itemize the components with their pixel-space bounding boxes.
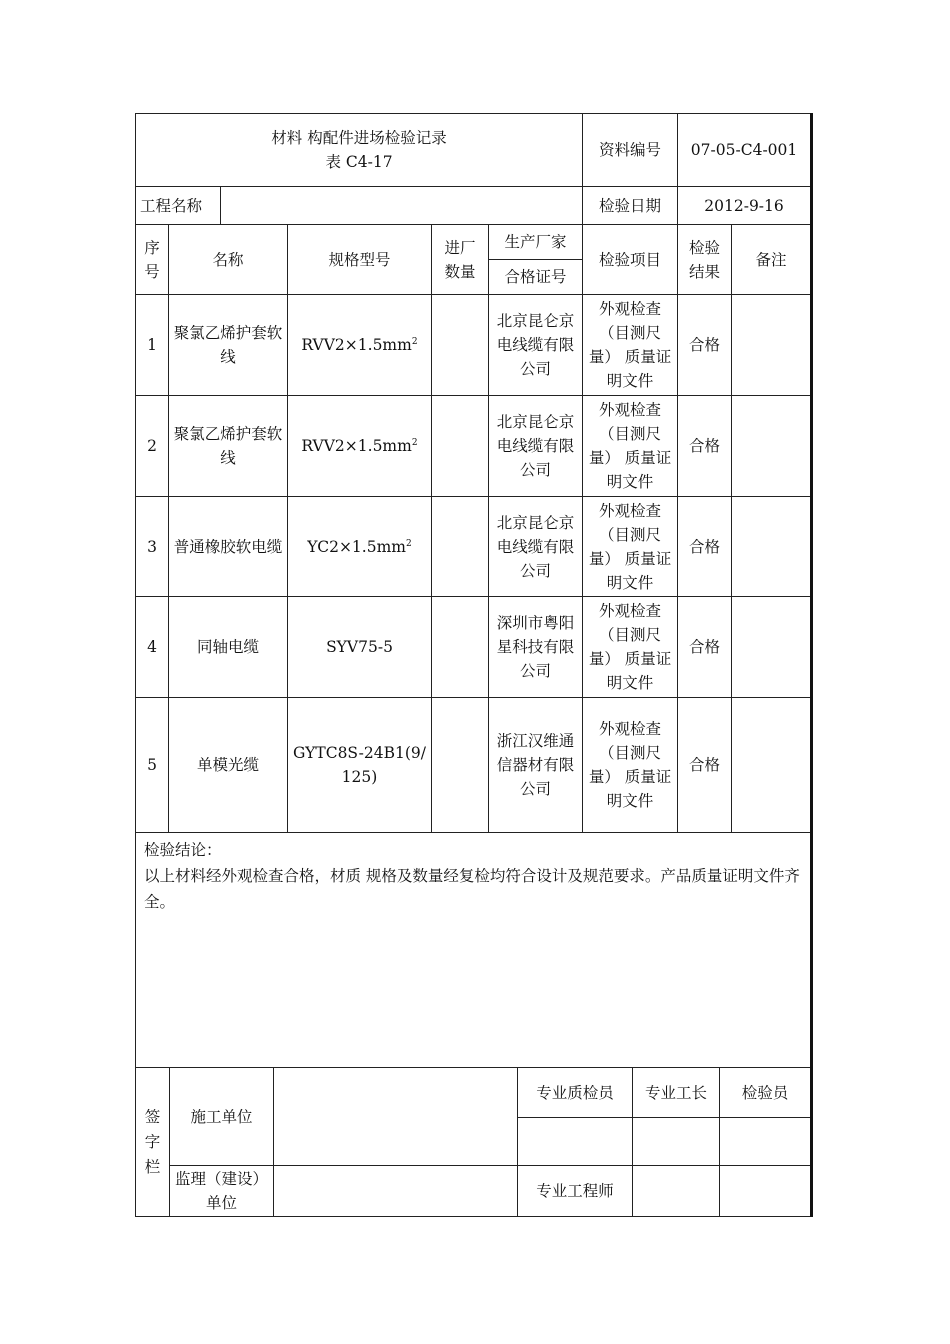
row-maker: 浙江汉维通信器材有限公司 [489,698,583,833]
row-result: 合格 [678,295,732,396]
row-result: 合格 [678,497,732,597]
col-header-maker: 生产厂家 [489,225,583,260]
record-table [135,113,813,1068]
row-name: 聚氯乙烯护套软线 [169,396,288,497]
row-seq: 5 [136,698,169,833]
row-result: 合格 [678,698,732,833]
conclusion-label: 检验结论： [144,841,222,859]
row-spec: $RVV2\times 1.5mm^2$ [288,396,432,497]
table-row [136,396,812,497]
col-header-spec: 规格型号 [288,225,432,295]
inspector-signature[interactable] [720,1118,812,1166]
supervisor-label: 监理（建设）单位 [170,1166,274,1217]
row-item: 外观检查（目测尺量） 质量证明文件 [583,396,678,497]
inspection-record-sheet [135,113,811,1217]
quality-inspector-signature[interactable] [518,1118,633,1166]
col-header-item: 检验项目 [583,225,678,295]
table-row [136,497,812,597]
inspector-label: 检验员 [720,1068,812,1118]
row-seq: 3 [136,497,169,597]
engineer-label: 专业工程师 [518,1166,633,1217]
row-spec: $RVV2\times 1.5mm^2$ [288,295,432,396]
col-header-seq: 序 号 [136,225,169,295]
col-header-remark: 备注 [732,225,812,295]
table-row [136,597,812,698]
row-maker: 北京昆仑京电线缆有限公司 [489,497,583,597]
date-label: 检验日期 [583,187,678,225]
page-subtitle: 表 C4-17 [325,153,393,171]
quality-inspector-label: 专业质检员 [518,1068,633,1118]
doc-no-label: 资料编号 [583,114,678,187]
row-maker: 北京昆仑京电线缆有限公司 [489,295,583,396]
project-name-label: 工程名称 [136,187,221,225]
row-result: 合格 [678,396,732,497]
engineer-signature-extra[interactable] [720,1166,812,1217]
foreman-label: 专业工长 [633,1068,720,1118]
builder-value [274,1068,518,1166]
row-remark [732,295,812,396]
doc-no-value: 07-05-C4-001 [678,114,812,187]
signature-section-label: 签字栏 [136,1068,170,1217]
row-seq: 2 [136,396,169,497]
signature-table [135,1067,813,1217]
row-item: 外观检查（目测尺量） 质量证明文件 [583,597,678,698]
title-cell [136,114,583,187]
row-qty [432,597,489,698]
col-header-cert: 合格证号 [489,260,583,295]
page-title: 材料 构配件进场检验记录 [271,129,447,147]
row-name: 普通橡胶软电缆 [169,497,288,597]
table-row [136,698,812,833]
row-seq: 4 [136,597,169,698]
row-name: 单模光缆 [169,698,288,833]
row-name: 聚氯乙烯护套软线 [169,295,288,396]
engineer-signature[interactable] [633,1166,720,1217]
row-spec: GYTC8S-24B1(9/125) [288,698,432,833]
col-header-name: 名称 [169,225,288,295]
row-remark [732,497,812,597]
row-item: 外观检查（目测尺量） 质量证明文件 [583,698,678,833]
supervisor-value [274,1166,518,1217]
foreman-signature[interactable] [633,1118,720,1166]
builder-label: 施工单位 [170,1068,274,1166]
row-name: 同轴电缆 [169,597,288,698]
conclusion-cell [136,833,812,1068]
table-row [136,295,812,396]
row-item: 外观检查（目测尺量） 质量证明文件 [583,497,678,597]
row-qty [432,295,489,396]
row-spec: $YC2\times 1.5mm^2$ [288,497,432,597]
row-maker: 深圳市粤阳星科技有限公司 [489,597,583,698]
row-maker: 北京昆仑京电线缆有限公司 [489,396,583,497]
row-qty [432,396,489,497]
col-header-result: 检验 结果 [678,225,732,295]
row-remark [732,698,812,833]
row-qty [432,698,489,833]
conclusion-text: 以上材料经外观检查合格，材质 规格及数量经复检均符合设计及规范要求。产品质量证明文件齐全。 [144,867,800,911]
row-seq: 1 [136,295,169,396]
row-item: 外观检查（目测尺量） 质量证明文件 [583,295,678,396]
row-remark [732,597,812,698]
row-qty [432,497,489,597]
row-spec: SYV75-5 [288,597,432,698]
row-result: 合格 [678,597,732,698]
date-value: 2012-9-16 [678,187,812,225]
col-header-qty: 进厂 数量 [432,225,489,295]
row-remark [732,396,812,497]
project-name-value [221,187,583,225]
